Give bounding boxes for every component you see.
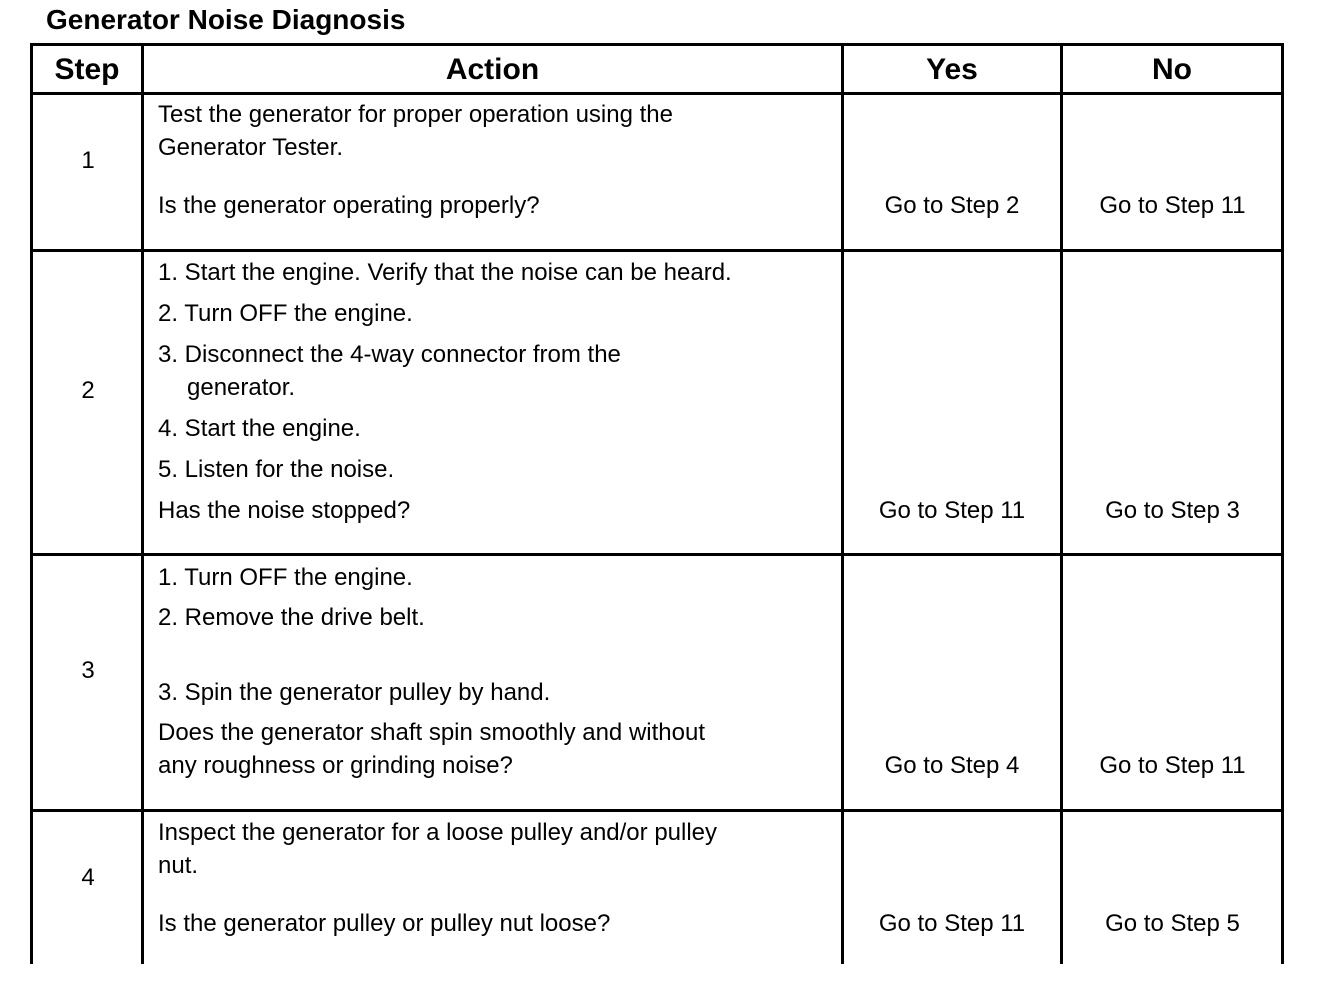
action-text: Generator Tester. xyxy=(158,134,343,161)
step-number: 4 xyxy=(81,864,95,891)
no-result: Go to Step 11 xyxy=(1099,752,1246,779)
action-step-item: 2. Remove the drive belt. xyxy=(158,604,425,631)
no-result: Go to Step 3 xyxy=(1105,497,1240,524)
action-question: any roughness or grinding noise? xyxy=(158,752,513,779)
header-step: Step xyxy=(54,52,120,86)
action-step-item: 1. Turn OFF the engine. xyxy=(158,564,413,591)
page-title: Generator Noise Diagnosis xyxy=(46,4,406,35)
row-divider-1 xyxy=(30,249,1284,252)
action-text: Inspect the generator for a loose pulley and/or pulley xyxy=(158,819,718,846)
column-divider-step xyxy=(141,43,144,964)
yes-result: Go to Step 4 xyxy=(884,752,1020,779)
action-step-item: 5. Listen for the noise. xyxy=(158,456,395,483)
action-question: Does the generator shaft spin smoothly and without xyxy=(158,719,705,746)
step-number: 2 xyxy=(81,377,95,404)
table-border-left xyxy=(30,43,33,964)
action-step-item: generator. xyxy=(187,374,296,401)
action-question: Is the generator operating properly? xyxy=(158,192,540,219)
row-divider-3 xyxy=(30,809,1284,812)
action-step-item: 2. Turn OFF the engine. xyxy=(158,300,413,327)
header-action: Action xyxy=(445,52,540,86)
yes-result: Go to Step 11 xyxy=(878,910,1026,937)
no-result: Go to Step 11 xyxy=(1099,192,1246,219)
action-text: nut. xyxy=(158,852,199,879)
action-text: Test the generator for proper operation using the xyxy=(158,101,673,128)
header-no: No xyxy=(1152,52,1192,86)
action-step-item: 1. Start the engine. Verify that the noise can be heard. xyxy=(158,259,732,286)
action-step-item: 4. Start the engine. xyxy=(158,415,361,442)
yes-result: Go to Step 11 xyxy=(878,497,1026,524)
step-number: 3 xyxy=(81,657,95,684)
row-divider-2 xyxy=(30,553,1284,556)
no-result: Go to Step 5 xyxy=(1105,910,1240,937)
action-step-item: 3. Disconnect the 4-way connector from the xyxy=(158,341,621,368)
action-question: Is the generator pulley or pulley nut loose? xyxy=(158,910,611,937)
step-number: 1 xyxy=(81,147,95,174)
yes-result: Go to Step 2 xyxy=(884,192,1020,219)
action-step-item: 3. Spin the generator pulley by hand. xyxy=(158,679,551,706)
action-question: Has the noise stopped? xyxy=(158,497,411,524)
header-yes: Yes xyxy=(926,52,978,86)
